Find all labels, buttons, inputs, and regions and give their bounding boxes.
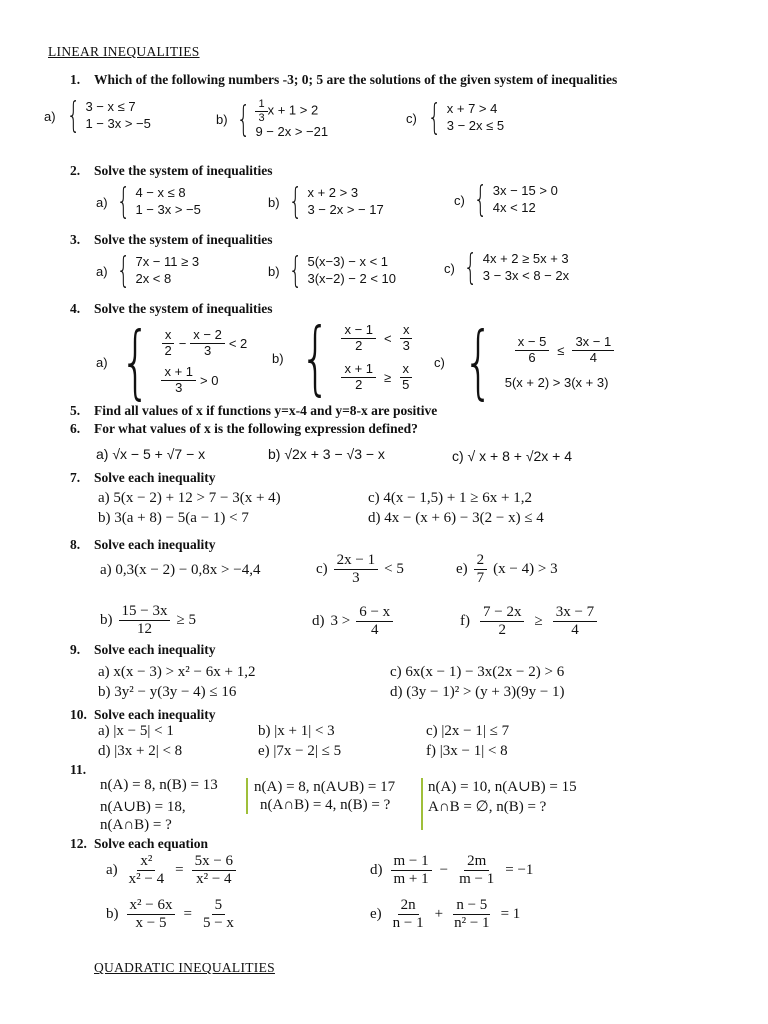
q3-c-line2: 3 − 3x < 8 − 2x bbox=[482, 268, 570, 283]
q2-b-line1: x + 2 > 3 bbox=[307, 185, 359, 201]
q4-c-label: c) bbox=[434, 354, 445, 370]
q10-item-f: f) |3x − 1| < 8 bbox=[426, 743, 508, 759]
q4-a-den2: 3 bbox=[203, 343, 212, 359]
q8-item-f bbox=[460, 604, 597, 640]
question-2-text: Solve the system of inequalities bbox=[94, 163, 273, 178]
question-3-text: Solve the system of inequalities bbox=[94, 232, 273, 247]
q8-f-den1: 2 bbox=[498, 622, 506, 639]
q8-f-num2: 3x − 7 bbox=[553, 604, 597, 622]
q6-expr-c: c) √ x + 8 + √2x + 4 bbox=[452, 448, 573, 464]
q2-system-a bbox=[96, 181, 201, 222]
q1-c-line1: x + 7 > 4 bbox=[446, 101, 498, 117]
q1-b-line2: 9 − 2x > −21 bbox=[255, 124, 329, 140]
q4-a-label: a) bbox=[96, 354, 108, 370]
q3-a-line2: 2x < 8 bbox=[135, 271, 172, 286]
q12-e-rhs: = 1 bbox=[500, 906, 521, 923]
q6-expr-a: a) √x − 5 + √7 − x bbox=[96, 446, 206, 462]
q4-b-den2: 3 bbox=[402, 338, 410, 354]
q12-e-label: e) bbox=[370, 906, 382, 923]
q4-b-num3: x + 1 bbox=[341, 362, 376, 378]
q11-col1-line3: n(A∩B) = ? bbox=[100, 817, 172, 833]
brace-icon: { bbox=[66, 95, 80, 136]
q4-b-op2: ≥ bbox=[384, 369, 392, 385]
question-5-number: 5. bbox=[70, 403, 81, 418]
q11-col2-line2: n(A∩B) = 4, n(B) = ? bbox=[260, 797, 391, 813]
q12-b-num2: 5 bbox=[212, 897, 226, 915]
q1-b-line1-rest: x + 1 > 2 bbox=[267, 102, 319, 118]
q4-c-den1: 6 bbox=[528, 350, 536, 365]
q8-item-c bbox=[316, 552, 404, 588]
question-5-text: Find all values of x if functions y=x-4 and y=8-x are positive bbox=[94, 403, 438, 418]
q4-a-den1: 2 bbox=[164, 343, 172, 359]
q12-b-eq: = bbox=[183, 906, 192, 923]
q11-col2-line1: n(A) = 8, n(A∪B) = 17 bbox=[254, 779, 396, 795]
q1-b-label: b) bbox=[216, 112, 228, 128]
brace-icon: { bbox=[288, 181, 302, 222]
question-3-number: 3. bbox=[70, 232, 81, 247]
q12-item-d bbox=[370, 853, 533, 889]
q12-e-num1: 2n bbox=[398, 897, 419, 915]
q1-c-label: c) bbox=[406, 110, 417, 126]
q12-d-label: d) bbox=[370, 862, 383, 879]
q2-a-line2: 1 − 3x > −5 bbox=[135, 202, 201, 217]
q8-c-rhs: < 5 bbox=[384, 561, 404, 578]
q8-d-num: 6 − x bbox=[356, 604, 393, 622]
q8-item-d bbox=[312, 604, 393, 640]
q3-system-a bbox=[96, 250, 200, 291]
q12-d-op: − bbox=[439, 862, 449, 879]
q2-a-line1: 4 − x ≤ 8 bbox=[135, 185, 186, 201]
q6-expr-b: b) √2x + 3 − √3 − x bbox=[268, 446, 385, 462]
q7-item-c: c) 4(x − 1,5) + 1 ≥ 6x + 1,2 bbox=[368, 490, 533, 506]
q1-b-den: 3 bbox=[258, 111, 265, 124]
q9-item-a: a) x(x − 3) > x² − 6x + 1,2 bbox=[98, 664, 256, 680]
q4-system-a bbox=[96, 315, 248, 408]
brace-icon: { bbox=[116, 181, 130, 222]
q4-system-c bbox=[434, 315, 614, 408]
q12-a-num1: x² bbox=[137, 853, 155, 871]
q2-system-c bbox=[454, 179, 558, 220]
q12-b-label: b) bbox=[106, 906, 119, 923]
q12-a-eq: = bbox=[175, 862, 184, 879]
q12-a-label: a) bbox=[106, 862, 118, 879]
q10-item-e: e) |7x − 2| ≤ 5 bbox=[258, 743, 342, 759]
q8-e-label: e) bbox=[456, 561, 468, 578]
q4-c-den2: 4 bbox=[589, 350, 597, 365]
brace-icon: { bbox=[463, 247, 478, 288]
section-title-quadratic: QUADRATIC INEQUALITIES bbox=[94, 960, 275, 975]
q12-e-den1: n − 1 bbox=[392, 915, 424, 932]
q3-a-line1: 7x − 11 ≥ 3 bbox=[135, 254, 200, 270]
question-1-number: 1. bbox=[70, 72, 81, 87]
q8-d-label: d) bbox=[312, 613, 325, 630]
q1-system-b bbox=[216, 98, 328, 141]
q12-a-num2: 5x − 6 bbox=[192, 853, 236, 871]
q10-item-b: b) |x + 1| < 3 bbox=[258, 723, 335, 739]
q12-d-den1: m + 1 bbox=[393, 871, 429, 888]
q8-item-e bbox=[456, 552, 558, 588]
question-6-number: 6. bbox=[70, 421, 81, 436]
q12-item-a bbox=[106, 853, 236, 889]
q8-f-op: ≥ bbox=[534, 613, 543, 630]
page-title: LINEAR INEQUALITIES bbox=[48, 44, 200, 59]
q1-a-label: a) bbox=[44, 108, 56, 124]
q1-a-line2: 1 − 3x > −5 bbox=[85, 116, 151, 131]
column-divider bbox=[246, 778, 248, 814]
q1-a-line1: 3 − x ≤ 7 bbox=[85, 99, 136, 115]
q8-d-lhs: 3 > bbox=[330, 613, 351, 630]
q12-e-den2: n² − 1 bbox=[454, 915, 490, 932]
brace-icon: { bbox=[236, 98, 250, 140]
q3-b-line2: 3(x−2) − 2 < 10 bbox=[307, 271, 396, 286]
q1-system-a bbox=[44, 95, 151, 136]
q12-b-den2: 5 − x bbox=[202, 915, 234, 932]
question-11-number: 11. bbox=[70, 762, 87, 777]
q7-item-a: a) 5(x − 2) + 12 > 7 − 3(x + 4) bbox=[98, 490, 281, 506]
q11-col3-line2: A∩B = ∅, n(B) = ? bbox=[428, 799, 547, 815]
brace-icon: { bbox=[119, 315, 151, 408]
q8-c-label: c) bbox=[316, 561, 328, 578]
q1-b-num: 1 bbox=[255, 98, 267, 112]
q12-d-den2: m − 1 bbox=[459, 871, 495, 888]
brace-icon: { bbox=[427, 97, 442, 138]
q8-c-num: 2x − 1 bbox=[334, 552, 378, 570]
brace-icon: { bbox=[463, 315, 494, 408]
question-9-text: Solve each inequality bbox=[94, 642, 216, 657]
q12-a-den2: x² − 4 bbox=[196, 871, 232, 888]
q4-a-rhs2: > 0 bbox=[200, 372, 219, 388]
q7-item-b: b) 3(a + 8) − 5(a − 1) < 7 bbox=[98, 510, 249, 526]
question-4-text: Solve the system of inequalities bbox=[94, 301, 273, 316]
q4-a-rhs1: < 2 bbox=[228, 336, 248, 352]
q8-f-num1: 7 − 2x bbox=[480, 604, 524, 622]
q8-f-label: f) bbox=[460, 613, 470, 630]
q3-c-label: c) bbox=[444, 260, 455, 276]
brace-icon: { bbox=[116, 250, 130, 291]
q4-b-num2: x bbox=[400, 323, 413, 339]
q12-d-rhs: = −1 bbox=[505, 862, 534, 879]
q10-item-c: c) |2x − 1| ≤ 7 bbox=[426, 723, 510, 739]
question-12-number: 12. bbox=[70, 836, 87, 851]
q8-b-num: 15 − 3x bbox=[119, 603, 171, 621]
column-divider bbox=[421, 778, 423, 830]
q12-a-den1: x² − 4 bbox=[128, 871, 165, 888]
q3-c-line1: 4x + 2 ≥ 5x + 3 bbox=[482, 251, 569, 267]
question-10-text: Solve each inequality bbox=[94, 707, 216, 722]
q10-item-d: d) |3x + 2| < 8 bbox=[98, 743, 183, 759]
q10-item-a: a) |x − 5| < 1 bbox=[98, 723, 174, 739]
q11-col1-line2: n(A∪B) = 18, bbox=[100, 799, 186, 815]
q3-system-b bbox=[268, 250, 396, 291]
q11-col1-line1: n(A) = 8, n(B) = 13 bbox=[100, 777, 218, 793]
q2-a-label: a) bbox=[96, 194, 108, 210]
q4-system-b bbox=[272, 311, 413, 404]
q2-b-label: b) bbox=[268, 194, 280, 210]
q12-d-num2: 2m bbox=[464, 853, 489, 871]
q1-c-line2: 3 − 2x ≤ 5 bbox=[446, 118, 505, 133]
q12-e-op: + bbox=[434, 906, 444, 923]
q12-e-num2: n − 5 bbox=[453, 897, 490, 915]
q4-c-line2: 5(x + 2) > 3(x + 3) bbox=[504, 374, 609, 390]
q3-system-c bbox=[444, 247, 570, 288]
q4-b-num1: x − 1 bbox=[341, 323, 376, 339]
q4-b-label: b) bbox=[272, 350, 284, 366]
question-10-number: 10. bbox=[70, 707, 87, 722]
q8-b-rhs: ≥ 5 bbox=[176, 612, 196, 629]
brace-icon: { bbox=[299, 311, 331, 404]
q1-system-c bbox=[406, 97, 505, 138]
q9-item-d: d) (3y − 1)² > (y + 3)(9y − 1) bbox=[390, 684, 565, 700]
q4-c-op1: ≤ bbox=[557, 343, 565, 358]
q12-b-num1: x² − 6x bbox=[127, 897, 176, 915]
q12-item-b bbox=[106, 897, 237, 933]
q7-item-d: d) 4x − (x + 6) − 3(2 − x) ≤ 4 bbox=[368, 510, 544, 526]
q4-c-num2: 3x − 1 bbox=[572, 335, 614, 351]
q12-item-e bbox=[370, 897, 520, 933]
q4-a-minus: − bbox=[178, 336, 187, 352]
question-1-text: Which of the following numbers -3; 0; 5 are the solutions of the given system of inequalities bbox=[94, 72, 618, 87]
q4-c-num1: x − 5 bbox=[515, 335, 550, 351]
q8-e-rhs: (x − 4) > 3 bbox=[493, 561, 558, 578]
q2-c-label: c) bbox=[454, 192, 465, 208]
q9-item-b: b) 3y² − y(3y − 4) ≤ 16 bbox=[98, 684, 237, 700]
q3-b-line1: 5(x−3) − x < 1 bbox=[307, 254, 389, 270]
q8-e-num: 2 bbox=[474, 552, 488, 570]
q4-a-num3: x + 1 bbox=[161, 365, 196, 381]
q2-system-b bbox=[268, 181, 384, 222]
q8-e-den: 7 bbox=[476, 570, 485, 587]
question-4-number: 4. bbox=[70, 301, 81, 316]
q8-item-b bbox=[100, 603, 196, 639]
question-7-text: Solve each inequality bbox=[94, 470, 216, 485]
q4-a-den3: 3 bbox=[175, 379, 183, 395]
question-12-text: Solve each equation bbox=[94, 836, 209, 851]
q2-c-line1: 3x − 15 > 0 bbox=[492, 183, 558, 199]
q8-b-den: 12 bbox=[136, 621, 152, 638]
q9-item-c: c) 6x(x − 1) − 3x(2x − 2) > 6 bbox=[390, 664, 565, 680]
q8-c-den: 3 bbox=[352, 570, 360, 587]
q4-a-num2: x − 2 bbox=[190, 328, 225, 344]
q12-b-den1: x − 5 bbox=[135, 915, 167, 932]
question-9-number: 9. bbox=[70, 642, 81, 657]
q8-item-a: a) 0,3(x − 2) − 0,8x > −4,4 bbox=[100, 562, 261, 578]
q4-b-den3: 2 bbox=[355, 376, 363, 392]
q11-col3-line1: n(A) = 10, n(A∪B) = 15 bbox=[428, 779, 577, 795]
q8-b-label: b) bbox=[100, 612, 113, 629]
q2-c-line2: 4x < 12 bbox=[492, 200, 536, 215]
brace-icon: { bbox=[288, 250, 302, 291]
question-8-text: Solve each inequality bbox=[94, 537, 216, 552]
question-6-text: For what values of x is the following expression defined? bbox=[94, 421, 418, 436]
question-2-number: 2. bbox=[70, 163, 81, 178]
q4-b-den1: 2 bbox=[355, 338, 363, 354]
question-7-number: 7. bbox=[70, 470, 81, 485]
q4-a-num1: x bbox=[162, 328, 175, 344]
q4-b-num4: x bbox=[400, 362, 413, 378]
q12-d-num1: m − 1 bbox=[391, 853, 432, 871]
q8-d-den: 4 bbox=[370, 622, 379, 639]
q3-b-label: b) bbox=[268, 263, 280, 279]
question-8-number: 8. bbox=[70, 537, 81, 552]
q4-b-den4: 5 bbox=[402, 376, 410, 392]
q3-a-label: a) bbox=[96, 263, 108, 279]
q8-f-den2: 4 bbox=[571, 622, 579, 639]
brace-icon: { bbox=[473, 179, 488, 220]
q2-b-line2: 3 − 2x > − 17 bbox=[307, 202, 384, 217]
q4-b-op1: < bbox=[384, 331, 392, 347]
